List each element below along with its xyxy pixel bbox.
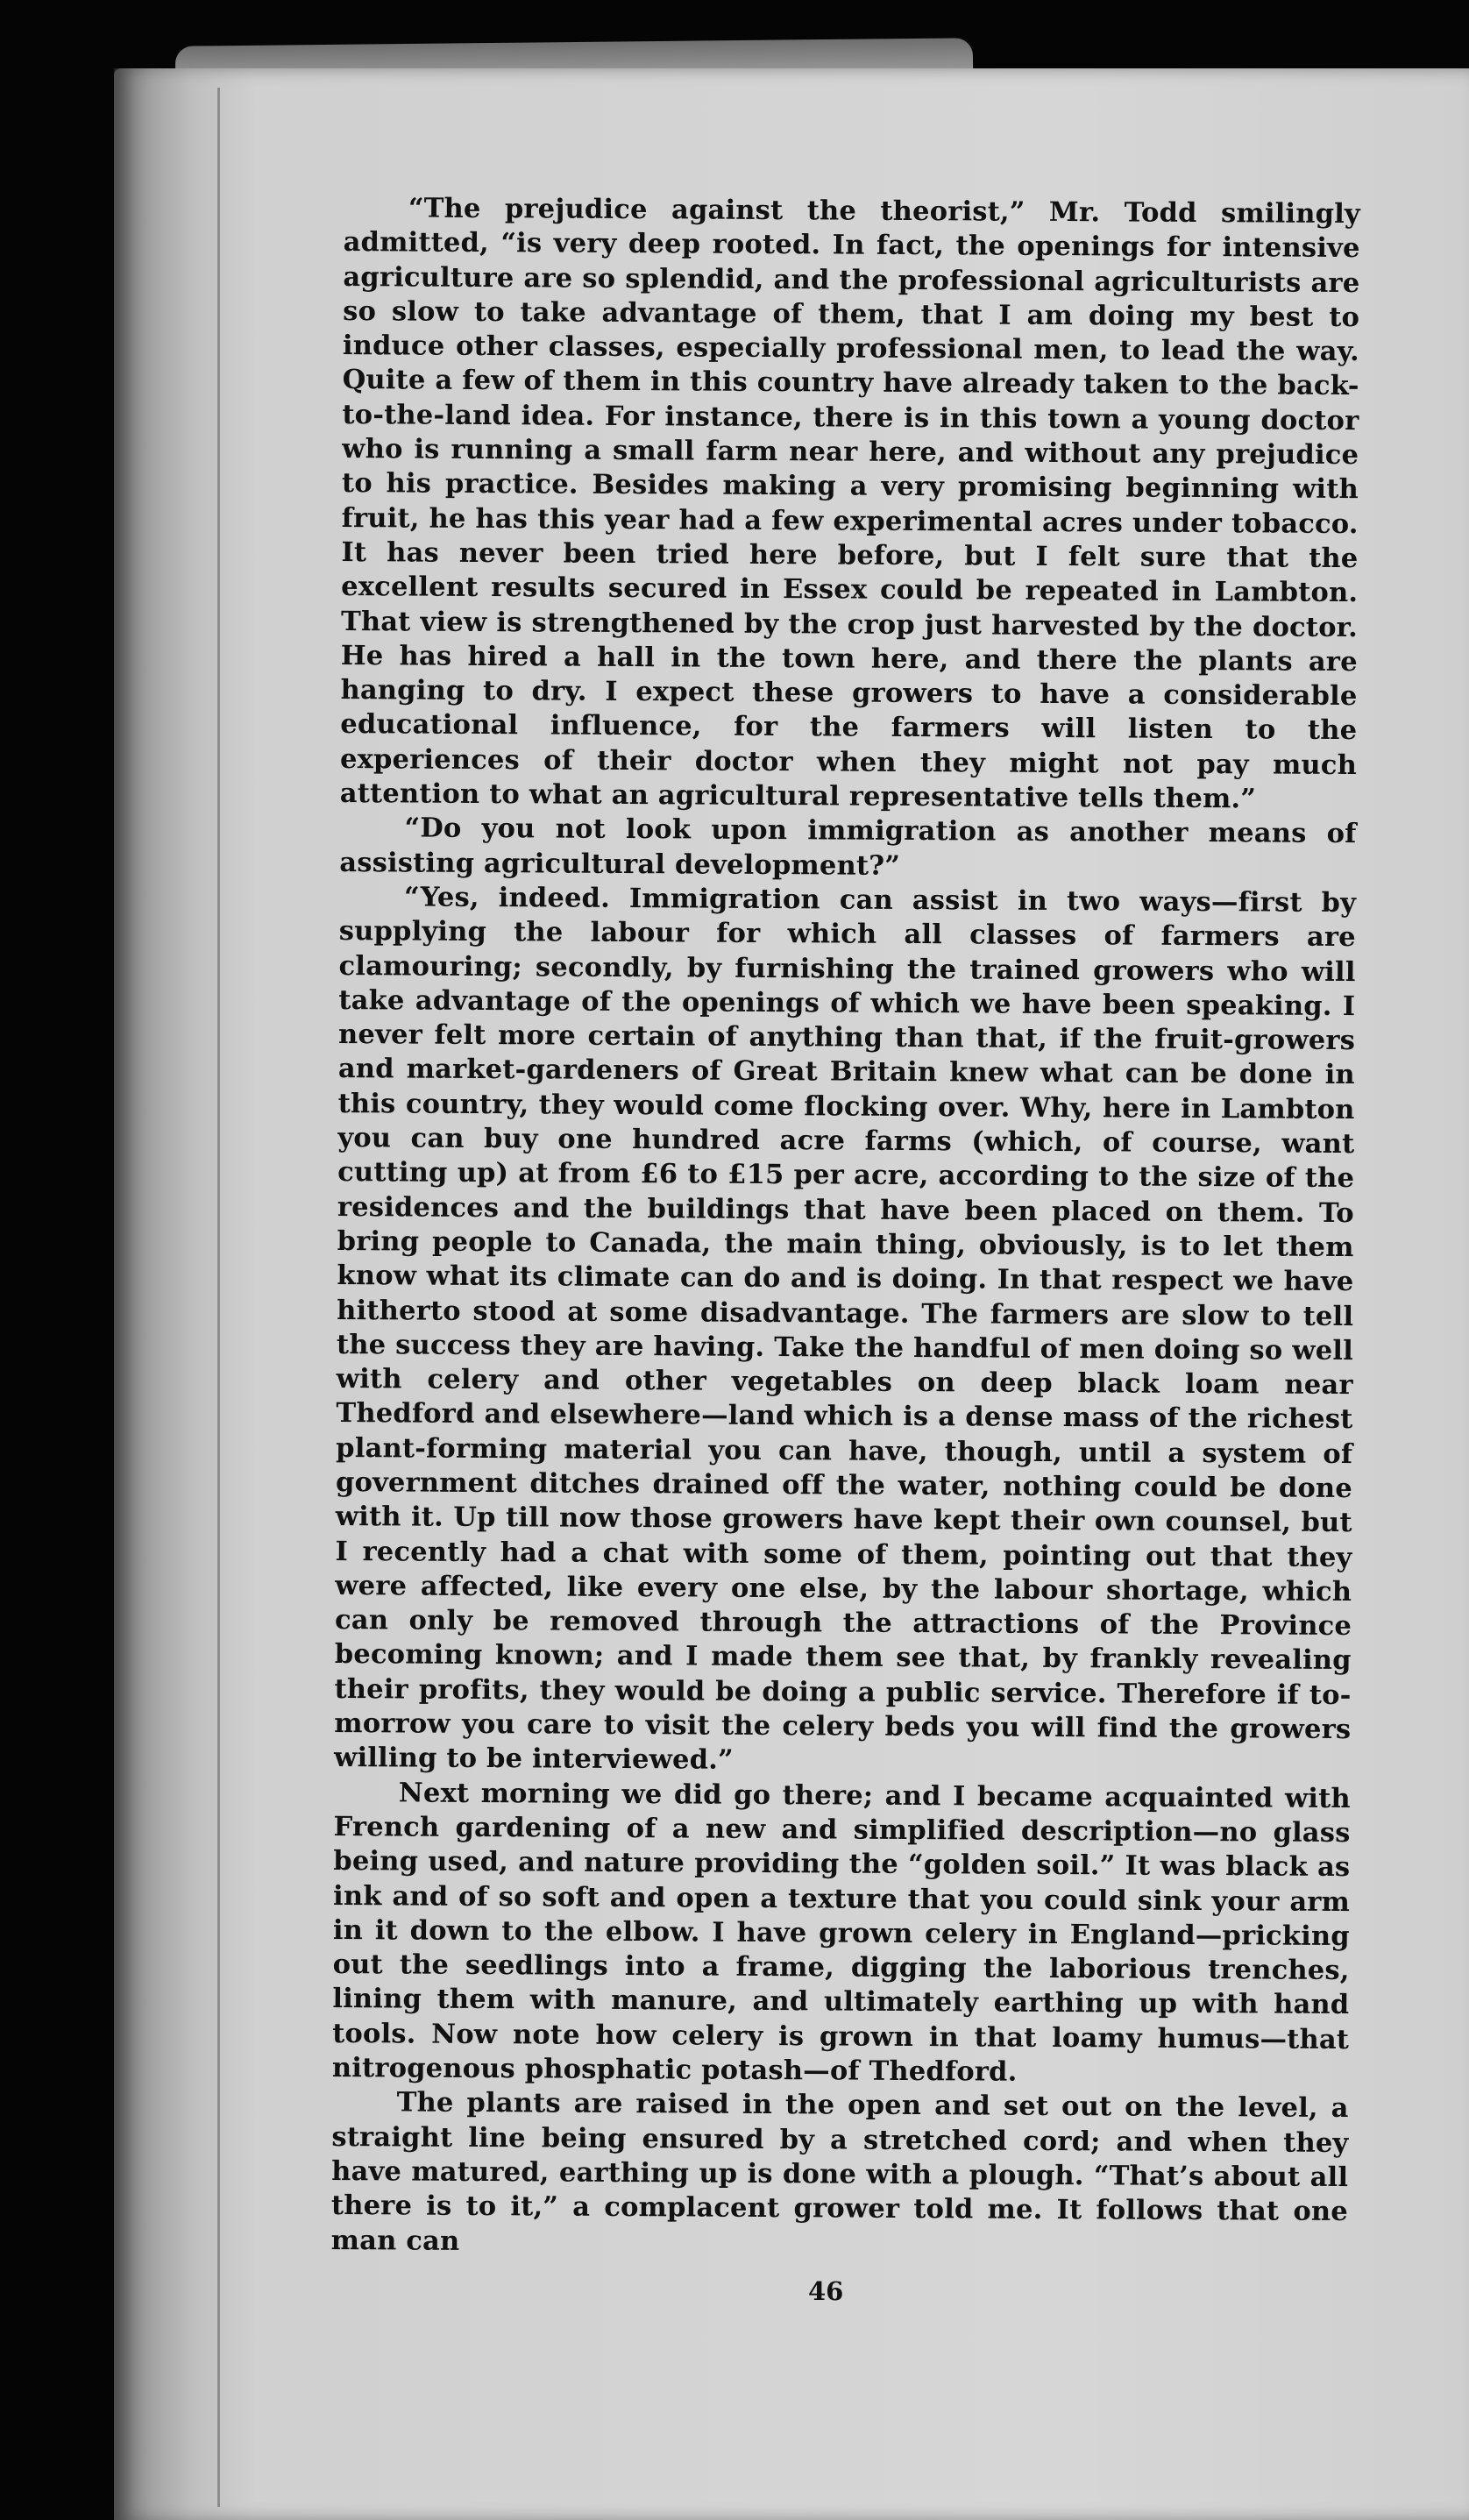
gutter-line xyxy=(217,88,220,2507)
paragraph: Next morning we did go there; and I became acquainted with French gardening of a new and simplified description—no glass being used, and nature providing the “golden soil.” It was black as ink and of so soft and open a texture that you could sink your arm in it down to the elbow. I have grown celery in England—pricking out the seedlings into a frame, digging the laborious trenches, lining them with manure, and ultimately earthing up with hand tools. Now note how celery is grown in that loamy humus—that nitrogenous phosphatic potash—of Thedford. xyxy=(331,1777,1351,2088)
paragraph: “Do you not look upon immigration as another means of assisting agricultural development?” xyxy=(339,812,1357,882)
page-number: 46 xyxy=(808,2276,844,2306)
page-body-text xyxy=(331,191,1360,2264)
paragraph: “The prejudice against the theorist,” Mr. Todd smilingly admitted, “is very deep rooted. In fact, the openings for intensive agriculture are so splendid, and the professional agriculturists are so slow to take advantage of them, that I am doing my best to induce other classes, especially professional men, to lead the way. Quite a few of them in this country have already taken to the back-to-the-land idea. For instance, there is in this town a young doctor who is running a small farm near here, and without any prejudice to his practice. Besides making a very promising beginning with fruit, he has this year had a few experimental acres under tobacco. It has never been tried here before, but I felt sure that the excellent results secured in Essex could be repeated in Lambton. That view is strengthened by the crop just harvested by the doctor. He has hired a hall in the town here, and there the plants are hanging to dry. I expect these growers to have a considerable educational influence, for the farmers will listen to the experiences of their doctor when they might not pay much attention to what an agricultural representative tells them.” xyxy=(339,192,1360,815)
paragraph: “Yes, indeed. Immigration can assist in two ways—first by supplying the labour for which all classes of farmers are clamouring; secondly, by furnishing the trained growers who will take advantage of the openings of which we have been speaking. I never felt more certain of anything than that, if the fruit-growers and market-gardeners of Great Britain knew what can be done in this country, they would come flocking over. Why, here in Lambton you can buy one hundred acre farms (which, of course, want cutting up) at from £6 to £15 per acre, according to the size of the residences and the buildings that have been placed on them. To bring people to Canada, the main thing, obviously, is to let them know what its climate can do and is doing. In that respect we have hitherto stood at some disadvantage. The farmers are slow to tell the success they are having. Take the handful of men doing so well with celery and other vegetables on deep black loam near Thedford and elsewhere—land which is a dense mass of the richest plant-forming material you can have, though, until a system of government ditches drained off the water, nothing could be done with it. Up till now those growers have kept their own counsel, but I recently had a chat with some of them, pointing out that they were affected, like every one else, by the labour shortage, which can only be removed through the attractions of the Province becoming known; and I made them see that, by frankly revealing their profits, they would be doing a public service. Therefore if to-morrow you care to visit the celery beds you will find the growers willing to be interviewed.” xyxy=(333,881,1357,1777)
paragraph: The plants are raised in the open and set out on the level, a straight line being ensured by a stretched cord; and when they have matured, earthing up is done with a plough. “That’s about all there is to it,” a complacent grower told me. It follows that one man can xyxy=(330,2086,1349,2257)
